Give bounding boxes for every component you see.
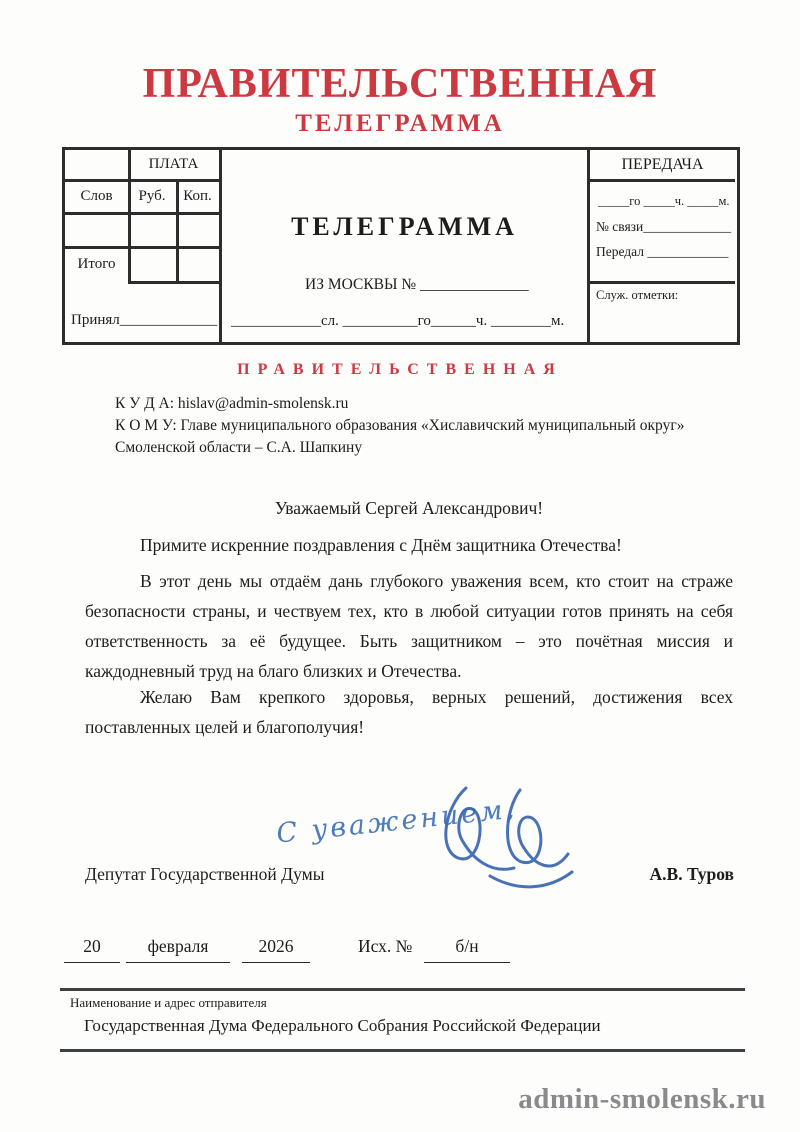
transmission-header: ПЕРЕДАЧА <box>621 155 704 173</box>
footer-rule-bottom <box>60 1049 745 1052</box>
payment-header: ПЛАТА <box>148 156 199 172</box>
grid-line <box>590 179 735 182</box>
sender-organization: Государственная Дума Федерального Собрания Российской Федерации <box>84 1016 601 1035</box>
ref-number-label: Исх. № <box>358 936 413 956</box>
signer-name: А.В. Туров <box>649 864 734 884</box>
grid-line <box>590 281 735 284</box>
greeting-line: Уважаемый Сергей Александрович! <box>274 498 544 518</box>
transmission-time-line: _____го _____ч. _____м. <box>598 194 730 208</box>
transmitted-by-line: Передал ____________ <box>596 244 729 259</box>
sender-caption: Наименование и адрес отправителя <box>70 995 267 1010</box>
total-label: Итого <box>77 256 116 272</box>
classification-line: ПРАВИТЕЛЬСТВЕННАЯ <box>237 361 563 378</box>
address-block <box>115 393 743 459</box>
date-year: 2026 <box>242 936 310 963</box>
signature-scribble <box>432 778 577 898</box>
accepted-by-line: Принял_____________ <box>71 312 218 328</box>
recipient-address-line: К У Д А: hislav@admin-smolensk.ru <box>115 395 349 412</box>
wishes-paragraph: Желаю Вам крепкого здоровья, верных решений, достижения всех поставленных целей и благополучия! <box>85 687 733 737</box>
from-moscow-line: ИЗ МОСКВЫ № ______________ <box>305 276 529 293</box>
date-month: февраля <box>126 936 230 963</box>
congratulation-line: Примите искренние поздравления с Днём защитника Отечества! <box>140 535 622 555</box>
handwritten-closing: С уважением, <box>275 793 519 850</box>
grid-line <box>128 281 219 284</box>
grid-line <box>65 212 219 215</box>
divider-left-center <box>219 150 222 342</box>
document-title: ПРАВИТЕЛЬСТВЕННАЯ <box>142 61 658 107</box>
telegram-form <box>62 147 740 345</box>
words-label: Слов <box>80 188 113 204</box>
main-paragraph: В этот день мы отдаём дань глубокого уважения всем, кто стоит на страже безопасности страны, и чествуем тех, кто в любой ситуации готов принять на себя ответственность за её будущее. Быть защитником – это почётная миссия и каждодневный труд на благо близких и Отечества. <box>85 571 733 681</box>
site-watermark: admin-smolensk.ru <box>518 1083 766 1115</box>
footer-rule-top <box>60 988 745 991</box>
signer-position: Депутат Государственной Думы <box>85 864 325 884</box>
rubles-label: Руб. <box>138 188 166 204</box>
service-notes-label: Служ. отметки: <box>596 288 679 302</box>
ref-number-value: б/н <box>424 936 510 963</box>
kopeks-label: Коп. <box>183 188 212 204</box>
link-number-line: № связи_____________ <box>596 219 731 234</box>
service-count-line: ____________сл. __________го______ч. ________м. <box>231 313 565 329</box>
document-subtitle: ТЕЛЕГРАММА <box>295 110 505 137</box>
form-telegram-title: ТЕЛЕГРАММА <box>291 212 518 241</box>
recipient-name-line: К О М У: Главе муниципального образования «Хиславичский муниципальный округ» Смоленской области – С.А. Шапкину <box>115 417 685 456</box>
date-day: 20 <box>64 936 120 963</box>
